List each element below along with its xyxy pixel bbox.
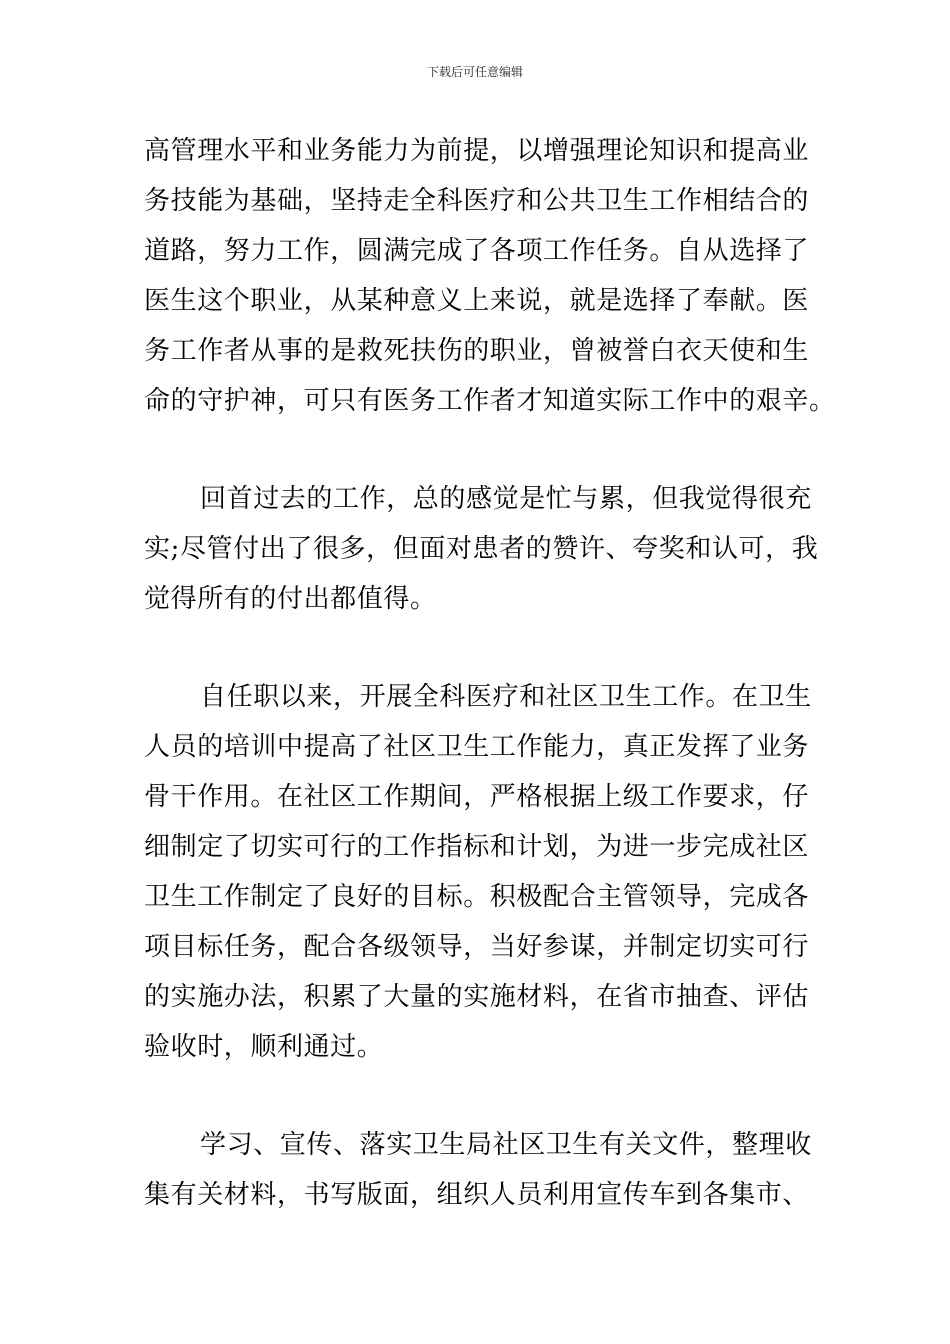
page-header: 下载后可任意编辑 xyxy=(426,65,523,79)
paragraph-spacer xyxy=(144,426,808,474)
paragraph-2 xyxy=(144,474,819,624)
text-line: 自任职以来，开展全科医疗和社区卫生工作。在卫生 xyxy=(200,682,812,712)
text-line: 实;尽管付出了很多，但面对患者的赞许、夸奖和认可，我 xyxy=(144,534,819,564)
text-line: 骨干作用。在社区工作期间，严格根据上级工作要求，仔 xyxy=(144,782,810,812)
paragraph-3 xyxy=(144,672,812,1072)
text-line: 觉得所有的付出都值得。 xyxy=(144,584,437,614)
text-line: 的实施办法，积累了大量的实施材料，在省市抽查、评估 xyxy=(144,982,810,1012)
text-line: 回首过去的工作，总的感觉是忙与累，但我觉得很充 xyxy=(200,484,812,514)
paragraph-1 xyxy=(144,126,836,426)
paragraph-4 xyxy=(144,1120,812,1220)
text-line: 高管理水平和业务能力为前提，以增强理论知识和提高业 xyxy=(144,136,810,166)
paragraph-spacer xyxy=(144,1072,808,1120)
text-line: 务技能为基础，坚持走全科医疗和公共卫生工作相结合的 xyxy=(144,186,810,216)
text-line: 集有关材料，书写版面，组织人员利用宣传车到各集市、 xyxy=(144,1180,810,1210)
text-line: 务工作者从事的是救死扶伤的职业，曾被誉白衣天使和生 xyxy=(144,336,810,366)
text-line: 医生这个职业，从某种意义上来说，就是选择了奉献。医 xyxy=(144,286,810,316)
text-line: 项目标任务，配合各级领导，当好参谋，并制定切实可行 xyxy=(144,932,810,962)
text-line: 道路，努力工作，圆满完成了各项工作任务。自从选择了 xyxy=(144,236,810,266)
document-body xyxy=(144,126,836,1220)
text-line: 学习、宣传、落实卫生局社区卫生有关文件，整理收 xyxy=(200,1130,812,1160)
text-line: 卫生工作制定了良好的目标。积极配合主管领导，完成各 xyxy=(144,882,810,912)
text-line: 命的守护神，可只有医务工作者才知道实际工作中的艰辛。 xyxy=(144,386,836,416)
text-line: 人员的培训中提高了社区卫生工作能力，真正发挥了业务 xyxy=(144,732,810,762)
text-line: 细制定了切实可行的工作指标和计划，为进一步完成社区 xyxy=(144,832,810,862)
text-line: 验收时，顺利通过。 xyxy=(144,1032,384,1062)
paragraph-spacer xyxy=(144,624,808,672)
